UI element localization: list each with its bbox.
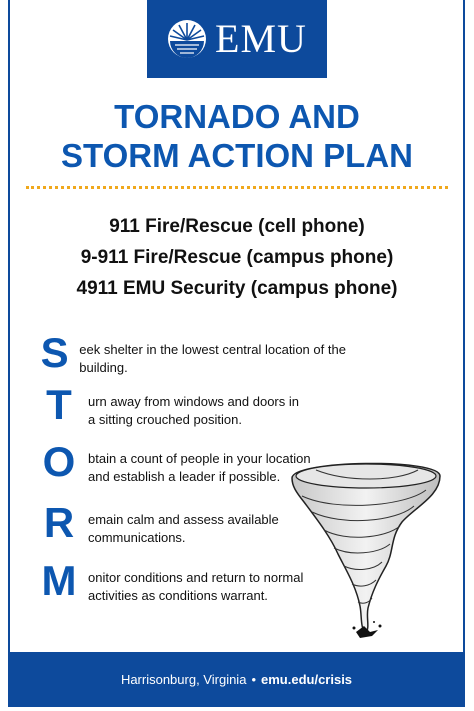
emu-sunrise-logo-icon: [167, 19, 207, 59]
storm-text: [88, 441, 311, 486]
storm-text-line: communications.: [88, 530, 186, 545]
storm-item-m: [30, 557, 304, 605]
storm-text-line: and establish a leader if possible.: [88, 469, 281, 484]
emergency-contacts: [0, 211, 474, 304]
storm-text-line: eek shelter in the lowest central location of the building.: [79, 342, 346, 375]
storm-item-o: [30, 438, 311, 486]
storm-text-line: urn away from windows and doors in: [88, 394, 299, 409]
storm-text: [88, 384, 299, 429]
contact-line: 4911 EMU Security (campus phone): [76, 278, 398, 299]
storm-letter: R: [43, 499, 75, 546]
storm-text: [88, 502, 279, 547]
emu-logo-text: EMU: [215, 16, 307, 61]
footer-location: Harrisonburg, Virginia: [120, 672, 247, 687]
storm-text-line: emain calm and assess available: [88, 512, 279, 527]
storm-letter: T: [46, 381, 72, 428]
title-line-2: STORM ACTION PLAN: [61, 137, 413, 174]
footer-separator: •: [251, 672, 256, 687]
footer-bar: [8, 652, 465, 707]
tornado-illustration-icon: [286, 456, 446, 641]
storm-letter: M: [41, 557, 77, 604]
storm-letter: O: [42, 438, 76, 485]
storm-text: [88, 560, 303, 605]
dotted-divider: [26, 186, 448, 189]
storm-letter: S: [40, 329, 69, 376]
contact-line: 9-911 Fire/Rescue (campus phone): [80, 247, 394, 268]
storm-item-t: [30, 381, 299, 429]
contact-line: 911 Fire/Rescue (cell phone): [109, 216, 365, 237]
storm-text-line: btain a count of people in your location: [88, 451, 311, 466]
title-line-1: TORNADO AND: [114, 98, 360, 135]
page-title: [0, 97, 474, 175]
footer-url-link[interactable]: emu.edu/crisis: [261, 672, 353, 687]
storm-text: [79, 332, 350, 377]
storm-item-r: [30, 499, 279, 547]
storm-text-line: onitor conditions and return to normal: [88, 570, 304, 585]
storm-text-line: a sitting crouched position.: [88, 412, 242, 427]
storm-text-line: activities as conditions warrant.: [88, 588, 268, 603]
emu-logo: [147, 0, 327, 78]
storm-item-s: [30, 329, 350, 377]
